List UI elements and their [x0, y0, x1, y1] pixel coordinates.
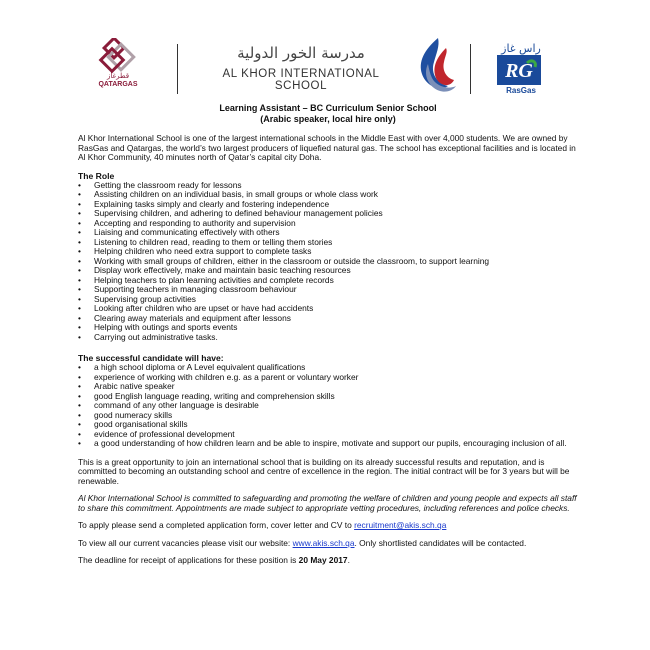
divider-right — [470, 44, 471, 94]
candidate-item: • good English language reading, writing and comprehension skills — [78, 392, 578, 402]
role-item: • Helping with outings and sports events — [78, 323, 578, 333]
candidate-item: • evidence of professional development — [78, 430, 578, 440]
recruitment-email-link[interactable]: recruitment@akis.sch.qa — [354, 520, 447, 530]
qatargas-arabic-name: قطرغاز — [106, 72, 130, 80]
rasgas-arabic-name: راس غاز — [501, 42, 541, 55]
apply-paragraph — [78, 521, 578, 531]
letterhead — [0, 0, 650, 100]
role-item: • Clearing away materials and equipment after lessons — [78, 314, 578, 324]
rasgas-logo-icon — [497, 55, 541, 85]
apply-text: To apply please send a completed application form, cover letter and CV to — [78, 520, 355, 530]
candidate-item: • a high school diploma or A Level equivalent qualifications — [78, 363, 578, 373]
vacancies-text-end: . Only shortlisted candidates will be contacted. — [354, 537, 527, 548]
role-item: • Assisting children on an individual basis, in small groups or whole class work — [78, 190, 578, 200]
role-item: • Display work effectively, make and maintain basic teaching resources — [78, 266, 578, 276]
role-item: • Explaining tasks simply and clearly and fostering independence — [78, 200, 578, 210]
job-subtitle: (Arabic speaker, local hire only) — [260, 113, 396, 124]
candidate-item: • experience of working with children e.g. as a parent or voluntary worker — [78, 373, 578, 383]
job-title: Learning Assistant – BC Curriculum Senior School — [219, 103, 437, 113]
safeguarding-paragraph: Al Khor International School is committed to safeguarding and promoting the welfare of children and young people and expects all staff to share this commitment. Appointments are made subject to appropriate vetting procedures, including references and police checks. — [78, 493, 577, 513]
rasgas-monogram: RG — [505, 60, 533, 82]
role-item: • Helping children who need extra support to complete tasks — [78, 247, 578, 257]
candidate-heading: The successful candidate will have: — [78, 353, 224, 363]
role-item: • Accepting and responding to authority and supervision — [78, 219, 578, 229]
rasgas-name: RasGas — [506, 86, 536, 95]
candidate-item: • Arabic native speaker — [78, 382, 578, 392]
deadline-paragraph — [78, 556, 578, 566]
role-heading: The Role — [78, 170, 115, 181]
role-list — [78, 181, 578, 343]
candidate-list — [78, 363, 578, 449]
deadline-text: The deadline for receipt of applications for these position is — [78, 555, 299, 565]
role-item: • Liaising and communicating effectively with others — [78, 228, 578, 238]
role-item: • Helping teachers to plan learning activities and complete records — [78, 276, 578, 286]
role-item: • Supervising children, and adhering to defined behaviour management policies — [78, 209, 578, 219]
role-item: • Supervising group activities — [78, 295, 578, 305]
school-name: AL KHOR INTERNATIONAL SCHOOL — [222, 68, 380, 92]
divider-left — [177, 44, 178, 94]
role-item: • Working with small groups of children, either in the classroom or outside the classroom, to support learning — [78, 257, 578, 267]
role-item: • Listening to children read, reading to them or telling them stories — [78, 238, 578, 248]
school-arabic-name: مدرسة الخور الدولية — [237, 44, 365, 62]
candidate-item: • command of any other language is desirable — [78, 401, 578, 411]
role-item: • Getting the classroom ready for lessons — [78, 181, 578, 191]
role-item: • Looking after children who are upset or have had accidents — [78, 304, 578, 314]
candidate-item: • good organisational skills — [78, 420, 578, 430]
qatargas-name: QATARGAS — [98, 81, 138, 88]
vacancies-text: To view all our current vacancies please visit our website: — [78, 537, 293, 548]
vacancies-paragraph — [78, 539, 578, 549]
candidate-item: • good numeracy skills — [78, 411, 578, 421]
deadline-date: 20 May 2017 — [298, 555, 348, 565]
candidate-item: • a good understanding of how children learn and be able to inspire, motivate and support our pupils, encouraging inclusion of all. — [78, 439, 578, 449]
website-link[interactable]: www.akis.sch.qa — [292, 537, 355, 548]
role-item: • Supporting teachers in managing classroom behaviour — [78, 285, 578, 295]
opportunity-paragraph: This is a great opportunity to join an international school that is building on its already successful results and reputation, and is committed to becoming an outstanding school and centre of excellence in the region. The initial contract will be for 3 years but will be renewable. — [78, 456, 570, 486]
job-posting — [78, 103, 578, 574]
school-flame-logo-icon — [410, 34, 460, 98]
deadline-end: . — [347, 555, 350, 565]
intro-paragraph: Al Khor International School is one of the largest international schools in the Middle East with over 4,000 students. We are owned by RasGas and Qatargas, the world’s two largest producers of liquefied natural gas. The school has exceptional facilities and is located in Al Khor Community, 40 minutes north of Qatar’s capital city Doha. — [78, 133, 576, 162]
role-item: • Carrying out administrative tasks. — [78, 333, 578, 343]
